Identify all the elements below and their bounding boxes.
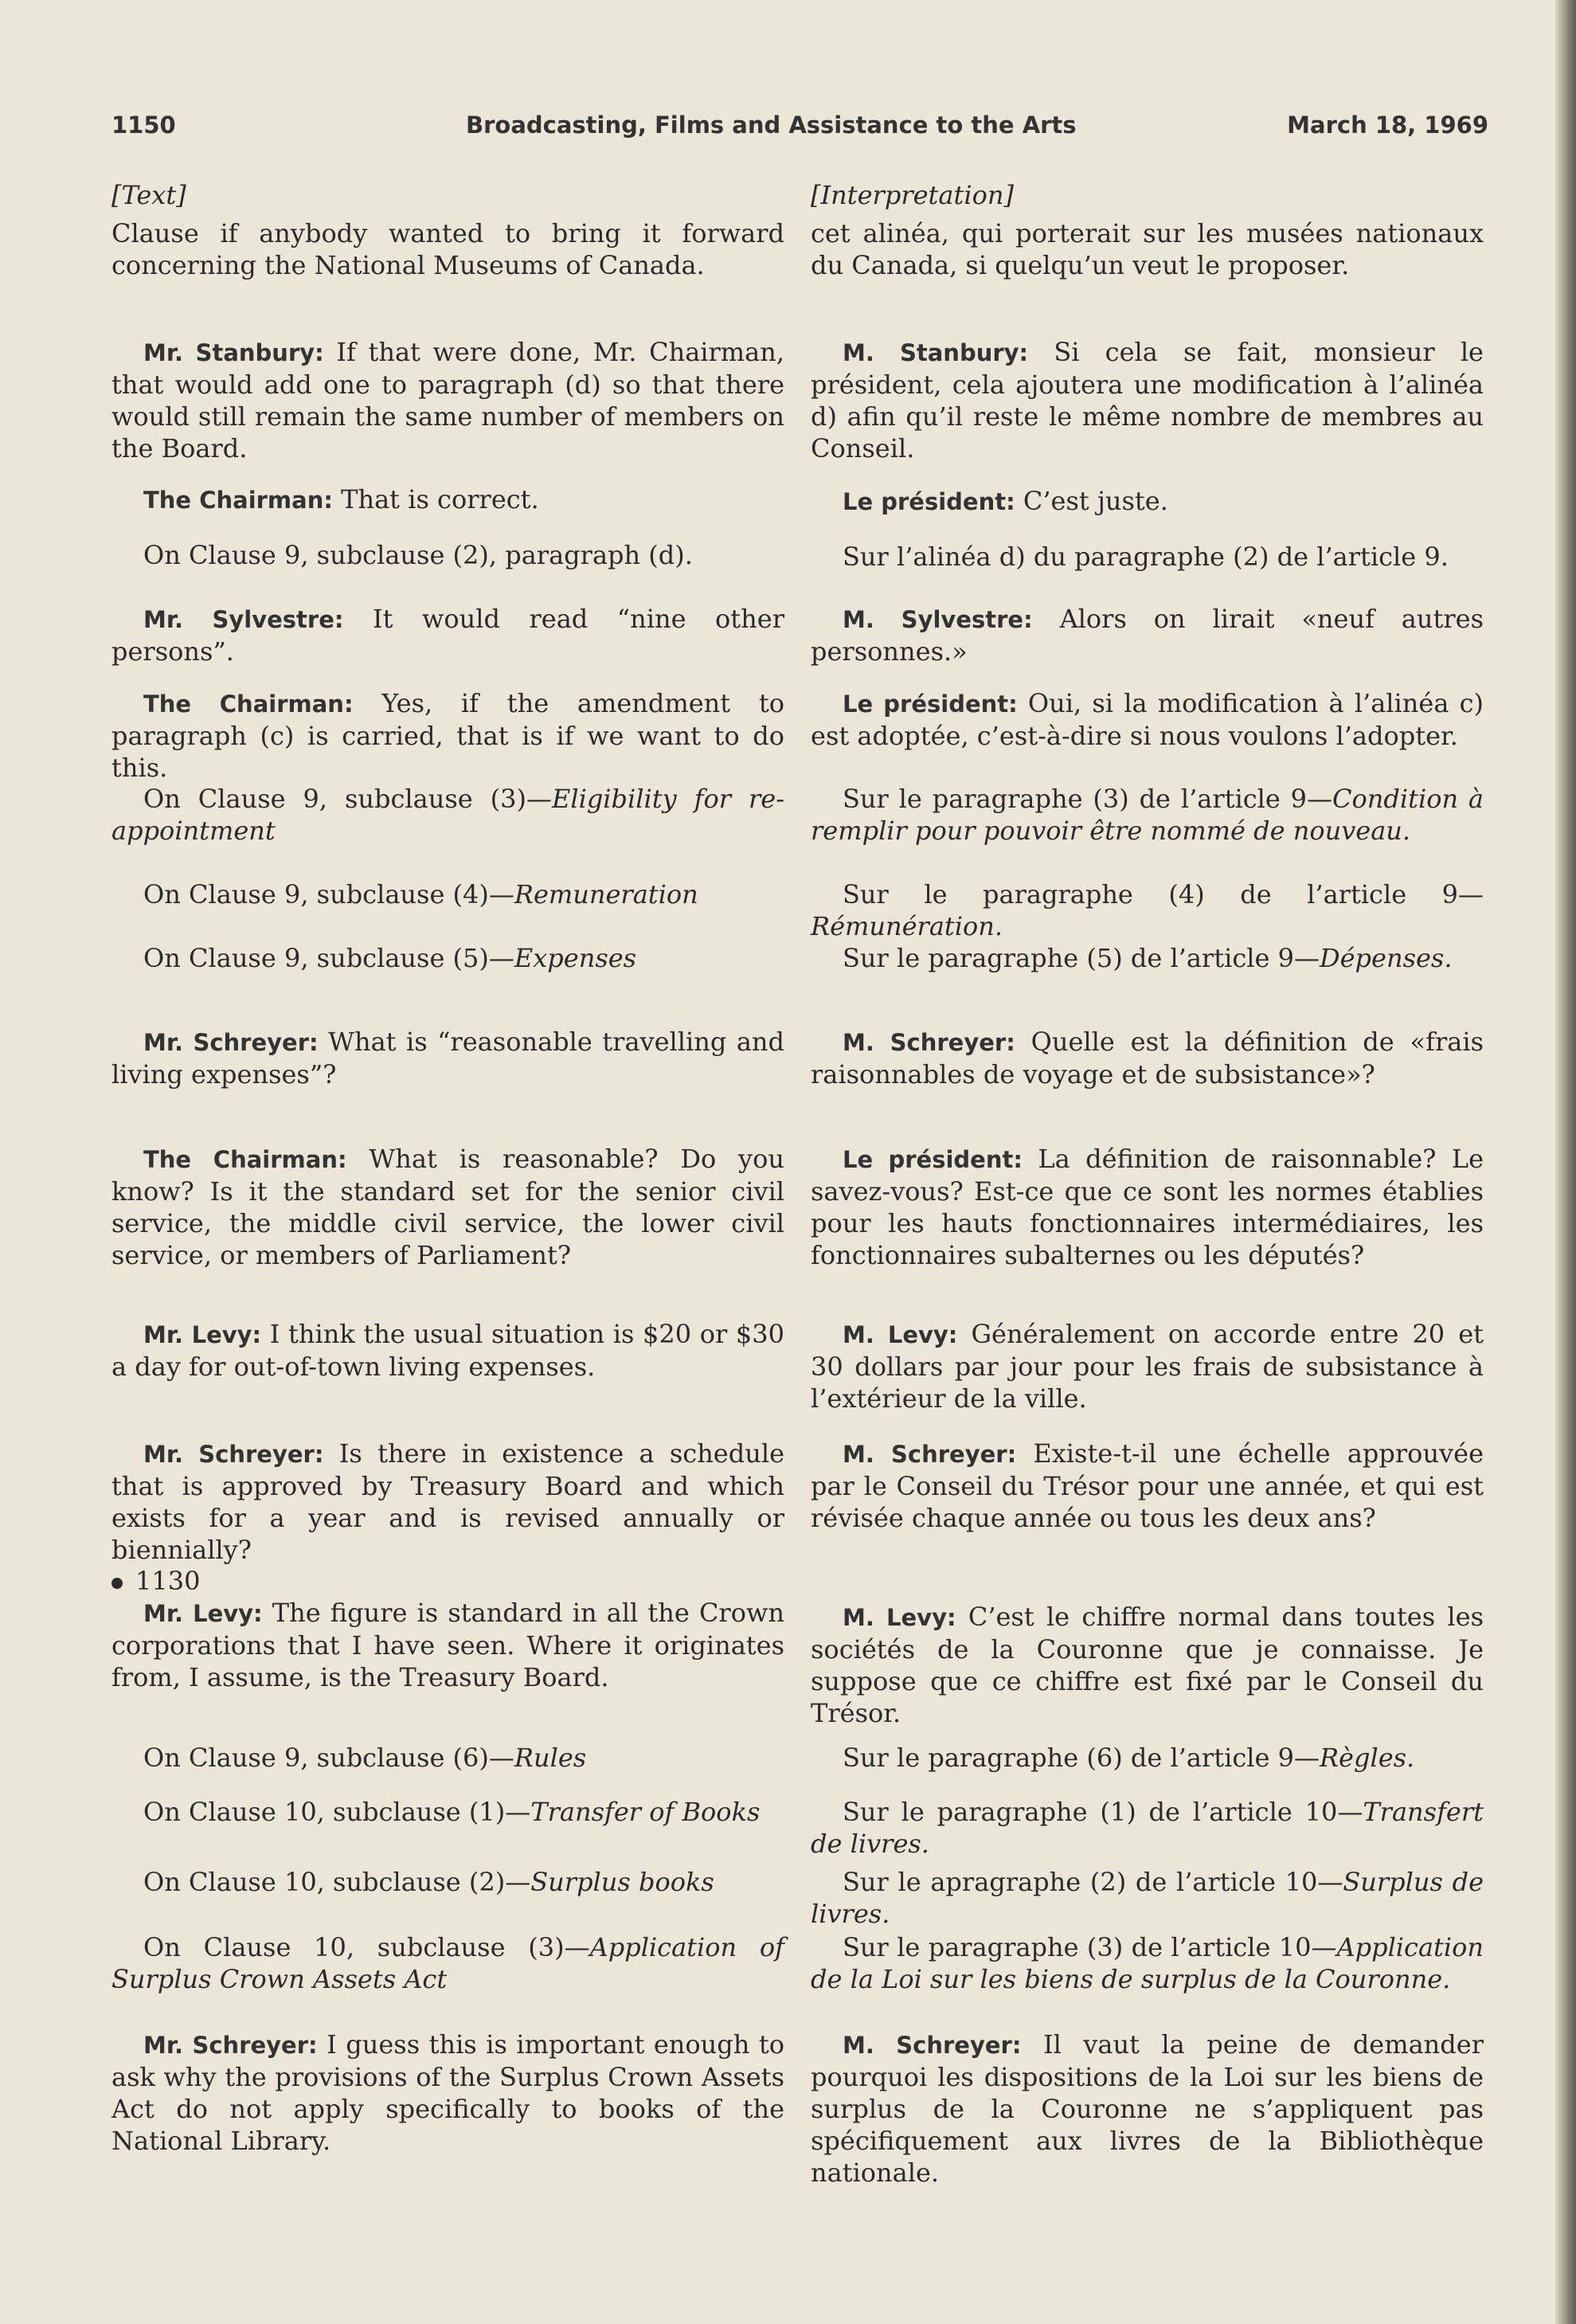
clause-line: Sur le paragraphe (3) de l’article 9—Condition à remplir pour pouvoir être nommé de nouveau. xyxy=(811,784,1484,846)
speech-paragraph: Le président: Oui, si la modification à l’alinéa c) est adoptée, c’est-à-dire si nous voulons l’adopter. xyxy=(811,688,1484,751)
speaker-name: M. Levy: xyxy=(843,1604,956,1631)
bullet-icon xyxy=(111,1578,123,1589)
speech-paragraph: The Chairman: What is reasonable? Do you know? Is it the standard set for the senior civil service, the middle civil service, the lower civil service, or members of Parliament? xyxy=(111,1144,785,1270)
page-number: 1150 xyxy=(111,112,176,139)
speaker-name: M. Schreyer: xyxy=(843,1029,1015,1056)
speaker-name: M. Stanbury: xyxy=(843,339,1029,366)
speech-paragraph: Mr. Schreyer: Is there in existence a schedule that is approved by Treasury Board and which exists for a year and is revised annually or biennially? xyxy=(111,1438,785,1565)
speech-paragraph: M. Levy: C’est le chiffre normal dans toutes les sociétés de la Couronne que je connaisse. Je suppose que ce chiffre est fixé par le Conseil du Trésor. xyxy=(811,1602,1484,1728)
clause-line: Sur le paragraphe (4) de l’article 9—Rémunération. xyxy=(811,879,1484,941)
speaker-name: Le président: xyxy=(843,691,1018,718)
clause-line: Sur le paragraphe (1) de l’article 10—Transfert de livres. xyxy=(811,1797,1484,1859)
speech-paragraph: M. Stanbury: Si cela se fait, monsieur le président, cela ajoutera une modification à l’alinéa d) afin qu’il reste le même nombre de membres au Conseil. xyxy=(811,337,1484,464)
clause-line: On Clause 9, subclause (2), paragraph (d). xyxy=(143,540,693,570)
clause-line: On Clause 9, subclause (6)—Rules xyxy=(143,1743,587,1773)
clause-line: On Clause 9, subclause (5)—Expenses xyxy=(143,943,637,973)
speaker-name: Mr. Schreyer: xyxy=(143,1441,324,1468)
speaker-name: Mr. Levy: xyxy=(143,1321,262,1348)
speech-paragraph: Mr. Schreyer: I guess this is important enough to ask why the provisions of the Surplus Crown Assets Act do not apply specifically to books of the National Library. xyxy=(111,2029,784,2156)
speaker-name: M. Levy: xyxy=(843,1321,958,1348)
speaker-name: The Chairman: xyxy=(143,1146,347,1173)
speech-paragraph: M. Levy: Généralement on accorde entre 20 et 30 dollars par jour pour les frais de subsistance à l’extérieur de la ville. xyxy=(811,1319,1484,1414)
publication-date: March 18, 1969 xyxy=(1287,112,1488,139)
speech-paragraph: M. Sylvestre: Alors on lirait «neuf autres personnes.» xyxy=(811,604,1484,667)
speech-paragraph: M. Schreyer: Quelle est la définition de «frais raisonnables de voyage et de subsistance»? xyxy=(811,1027,1484,1090)
column-tag: [Text] xyxy=(111,180,186,210)
speaker-name: The Chairman: xyxy=(143,487,333,514)
speech-paragraph: M. Schreyer: Existe-t-il une échelle approuvée par le Conseil du Trésor pour une année, et qui est révisée chaque année ou tous les deux ans? xyxy=(811,1438,1484,1533)
clause-line: Sur le paragraphe (3) de l’article 10—Application de la Loi sur les biens de surplus de la Couronne. xyxy=(811,1932,1484,1994)
speaker-name: Mr. Schreyer: xyxy=(143,1029,319,1056)
speech-paragraph: Le président: C’est juste. xyxy=(843,486,1168,516)
clause-line: Sur l’alinéa d) du paragraphe (2) de l’article 9. xyxy=(843,542,1449,572)
speech-paragraph: The Chairman: That is correct. xyxy=(143,484,539,514)
speaker-name: Le président: xyxy=(843,488,1015,515)
speaker-name: M. Schreyer: xyxy=(843,1441,1017,1468)
speech-paragraph: Le président: La définition de raisonnable? Le savez-vous? Est-ce que ce sont les normes établies pour les hauts fonctionnaires intermédiaires, les fonctionnaires subalternes ou les députés? xyxy=(811,1144,1484,1270)
speaker-name: Mr. Sylvestre: xyxy=(143,606,344,633)
paragraph: Clause if anybody wanted to bring it forward concerning the National Museums of Canada. xyxy=(111,218,784,280)
speaker-name: The Chairman: xyxy=(143,691,354,718)
clause-line: Sur le paragraphe (6) de l’article 9—Règles. xyxy=(843,1743,1415,1773)
speaker-name: Le président: xyxy=(843,1146,1023,1173)
speech-paragraph: Mr. Stanbury: If that were done, Mr. Chairman, that would add one to paragraph (d) so that there would still remain the same number of members on the Board. xyxy=(111,337,785,464)
speaker-name: M. Schreyer: xyxy=(843,2032,1022,2059)
clause-line: On Clause 10, subclause (2)—Surplus books xyxy=(143,1867,714,1897)
time-marker: 1130 xyxy=(111,1565,784,1597)
speech-paragraph: Mr. Sylvestre: It would read “nine other persons”. xyxy=(111,604,784,667)
speech-paragraph: M. Schreyer: Il vaut la peine de demander pourquoi les dispositions de la Loi sur les biens de surplus de la Couronne ne s’appliquent pas spécifiquement aux livres de la Bibliothèque nationale. xyxy=(811,2029,1484,2188)
speech-paragraph: The Chairman: Yes, if the amendment to paragraph (c) is carried, that is if we want to do this. xyxy=(111,688,784,783)
paragraph: cet alinéa, qui porterait sur les musées nationaux du Canada, si quelqu’un veut le proposer. xyxy=(811,218,1484,280)
clause-line: Sur le paragraphe (5) de l’article 9—Dépenses. xyxy=(843,943,1453,973)
clause-line: On Clause 9, subclause (4)—Remuneration xyxy=(143,879,698,910)
clause-line: Sur le apragraphe (2) de l’article 10—Surplus de livres. xyxy=(811,1867,1484,1929)
publication-title: Broadcasting, Films and Assistance to the Arts xyxy=(466,112,1077,139)
speaker-name: M. Sylvestre: xyxy=(843,606,1033,633)
clause-line: On Clause 10, subclause (1)—Transfer of Books xyxy=(143,1797,761,1827)
running-header xyxy=(111,112,1488,147)
speaker-name: Mr. Levy: xyxy=(143,1600,263,1627)
speech-paragraph: Mr. Levy: The figure is standard in all the Crown corporations that I have seen. Where it originates from, I assume, is the Treasury Board. xyxy=(111,1598,784,1692)
speech-paragraph: Mr. Schreyer: What is “reasonable travelling and living expenses”? xyxy=(111,1027,784,1090)
speaker-name: Mr. Schreyer: xyxy=(143,2032,318,2059)
clause-line: On Clause 10, subclause (3)—Application of Surplus Crown Assets Act xyxy=(111,1932,784,1994)
book-spine-shadow xyxy=(1555,0,1576,2324)
column-tag: [Interpretation] xyxy=(811,180,1014,210)
clause-line: On Clause 9, subclause (3)—Eligibility for re-appointment xyxy=(111,784,785,846)
speaker-name: Mr. Stanbury: xyxy=(143,339,324,366)
speech-paragraph: Mr. Levy: I think the usual situation is $20 or $30 a day for out-of-town living expenses. xyxy=(111,1319,784,1382)
